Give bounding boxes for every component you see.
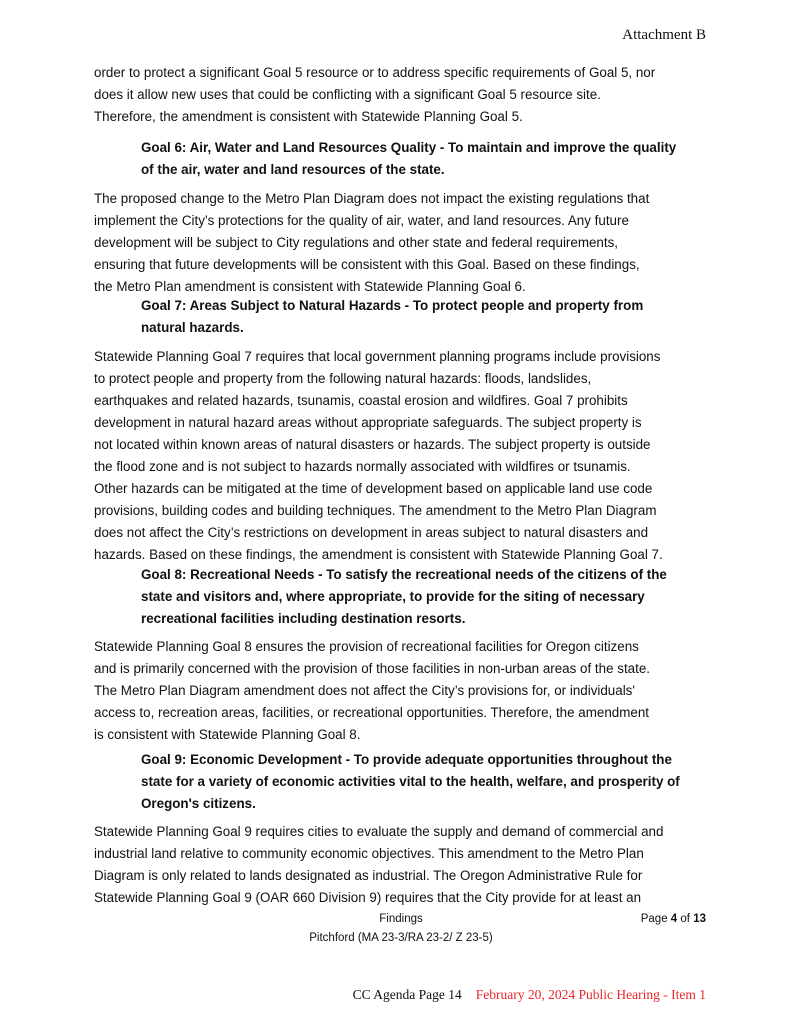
text-line: Other hazards can be mitigated at the time of development based on applicable land use code	[94, 481, 653, 496]
paragraph	[94, 62, 734, 128]
text-line: does not affect the City’s restrictions on development in areas subject to natural disasters and	[94, 525, 649, 540]
text-line: Diagram is only related to lands designated as industrial. The Oregon Administrative Rule for	[94, 868, 643, 883]
text-line: development will be subject to City regulations and other state and federal requirements,	[94, 235, 619, 250]
agenda-stamp	[353, 987, 706, 1003]
text-line: Goal 6: Air, Water and Land Resources Quality - To maintain and improve the quality	[141, 140, 677, 155]
footer-title: Findings	[379, 913, 423, 925]
text-line: Goal 9: Economic Development - To provide adequate opportunities throughout the	[141, 752, 672, 767]
paragraph	[94, 346, 734, 566]
paragraph	[94, 188, 734, 298]
text-line: state for a variety of economic activities vital to the health, welfare, and prosperity of	[141, 774, 680, 789]
text-line: Statewide Planning Goal 7 requires that local government planning programs include provisions	[94, 349, 661, 364]
footer-center	[251, 910, 551, 948]
text-line: Therefore, the amendment is consistent with Statewide Planning Goal 5.	[94, 109, 523, 124]
text-line: implement the City’s protections for the quality of air, water, and land resources. Any future	[94, 213, 629, 228]
text-line: is consistent with Statewide Planning Goal 8.	[94, 727, 361, 742]
text-line: provisions, building codes and building techniques. The amendment to the Metro Plan Diagram	[94, 503, 657, 518]
text-line: state and visitors and, where appropriate, to provide for the siting of necessary	[141, 589, 645, 604]
text-line: hazards. Based on these findings, the amendment is consistent with Statewide Planning Goal 7.	[94, 547, 663, 562]
text-line: of the air, water and land resources of the state.	[141, 162, 445, 177]
text-line: does it allow new uses that could be conflicting with a significant Goal 5 resource site.	[94, 87, 601, 102]
of-word: of	[680, 913, 690, 925]
paragraph	[94, 821, 734, 909]
text-line: access to, recreation areas, facilities, or recreational opportunities. Therefore, the amendment	[94, 705, 650, 720]
text-line: industrial land relative to community economic objectives. This amendment to the Metro Plan	[94, 846, 644, 861]
text-line: the Metro Plan amendment is consistent with Statewide Planning Goal 6.	[94, 279, 526, 294]
text-line: Statewide Planning Goal 9 (OAR 660 Division 9) requires that the City provide for at least an	[94, 890, 642, 905]
text-line: recreational facilities including destination resorts.	[141, 611, 466, 626]
text-line: Oregon's citizens.	[141, 796, 256, 811]
text-line: order to protect a significant Goal 5 resource or to address specific requirements of Goal 5, nor	[94, 65, 656, 80]
paragraph	[94, 636, 734, 746]
goal-heading	[141, 137, 781, 181]
page-word: Page	[640, 913, 668, 925]
text-line: not located within known areas of natural disasters or hazards. The subject property is outside	[94, 437, 651, 452]
text-line: to protect people and property from the following natural hazards: floods, landslides,	[94, 371, 592, 386]
current-page: 4	[670, 913, 678, 925]
agenda-page: CC Agenda Page 14	[352, 987, 462, 1002]
text-line: Goal 8: Recreational Needs - To satisfy the recreational needs of the citizens of the	[141, 567, 667, 582]
attachment-label: Attachment B	[622, 27, 706, 43]
text-line: Goal 7: Areas Subject to Natural Hazards - To protect people and property from	[141, 298, 644, 313]
total-pages: 13	[693, 913, 706, 925]
text-line: Statewide Planning Goal 8 ensures the provision of recreational facilities for Oregon citizens	[94, 639, 639, 654]
text-line: earthquakes and related hazards, tsunamis, coastal erosion and wildfires. Goal 7 prohibits	[94, 393, 628, 408]
goal-heading	[141, 295, 781, 339]
text-line: ensuring that future developments will be consistent with this Goal. Based on these findings,	[94, 257, 640, 272]
text-line: The proposed change to the Metro Plan Diagram does not impact the existing regulations that	[94, 191, 650, 206]
text-line: Statewide Planning Goal 9 requires cities to evaluate the supply and demand of commercial and	[94, 824, 664, 839]
hearing-label: February 20, 2024 Public Hearing - Item 1	[475, 987, 706, 1002]
text-line: the flood zone and is not subject to hazards normally associated with wildfires or tsunamis.	[94, 459, 631, 474]
goal-heading	[141, 564, 781, 630]
page-number	[641, 910, 706, 929]
goal-heading	[141, 749, 781, 815]
text-line: The Metro Plan Diagram amendment does not affect the City’s provisions for, or individuals'	[94, 683, 635, 698]
text-line: development in natural hazard areas without appropriate safeguards. The subject property is	[94, 415, 642, 430]
text-line: and is primarily concerned with the provision of those facilities in non-urban areas of the state.	[94, 661, 651, 676]
text-line: natural hazards.	[141, 320, 244, 335]
footer-case: Pitchford (MA 23-3/RA 23-2/ Z 23-5)	[309, 932, 493, 944]
